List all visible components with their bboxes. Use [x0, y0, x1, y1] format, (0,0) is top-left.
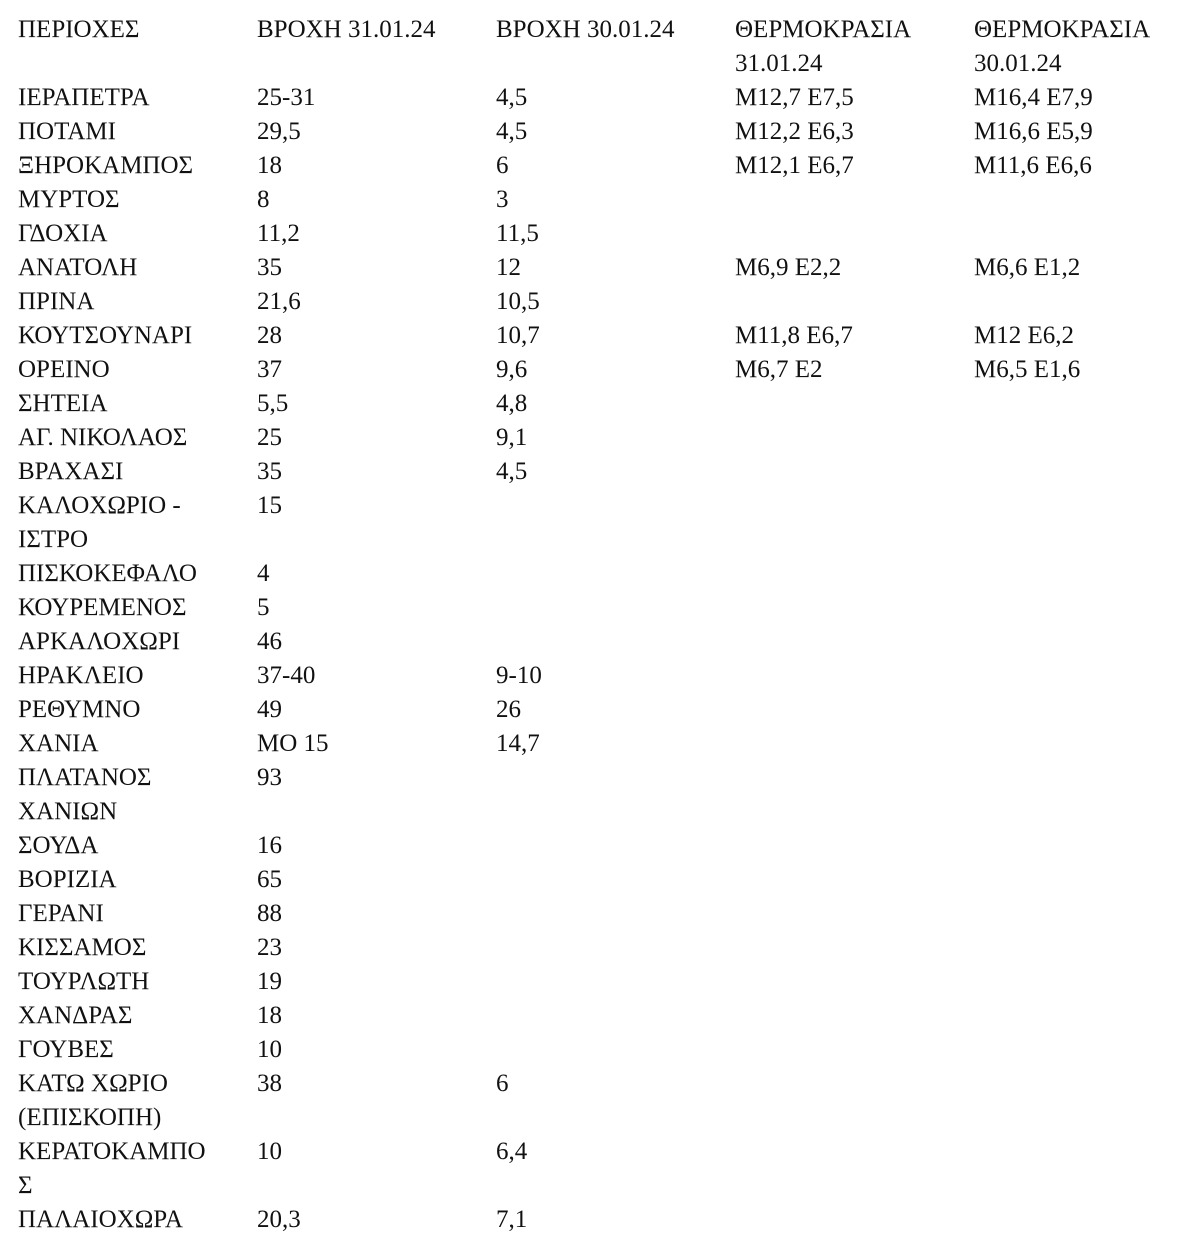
table-row [18, 965, 1194, 999]
table-row [18, 251, 1194, 285]
cell-rain-31-01: 15 [257, 492, 282, 519]
table-row [18, 1033, 1194, 1067]
cell-temp-30-01: Μ16,4 Ε7,9 [974, 84, 1093, 111]
table-row [18, 115, 1194, 149]
cell-region: ΙΕΡΑΠΕΤΡΑ [18, 84, 150, 111]
cell-rain-31-01: 35 [257, 458, 282, 485]
cell-rain-30-01: 9-10 [496, 662, 542, 689]
table-row [18, 557, 1194, 591]
cell-region: ΠΛΑΤΑΝΟΣ ΧΑΝΙΩΝ [18, 764, 152, 825]
cell-temp-31-01: Μ12,2 Ε6,3 [735, 118, 854, 145]
table-row [18, 829, 1194, 863]
table-row [18, 489, 1194, 557]
cell-rain-30-01: 6 [496, 152, 509, 179]
table-row [18, 727, 1194, 761]
cell-region: ΓΟΥΒΕΣ [18, 1036, 114, 1063]
table-row [18, 1067, 1194, 1135]
header-temp-31-01: ΘΕΡΜΟΚΡΑΣΙΑ 31.01.24 [735, 16, 912, 77]
cell-region: ΗΡΑΚΛΕΙΟ [18, 662, 144, 689]
table-row [18, 183, 1194, 217]
cell-region: ΒΡΑΧΑΣΙ [18, 458, 124, 485]
table-row [18, 81, 1194, 115]
cell-rain-31-01: 88 [257, 900, 282, 927]
header-rain-31-01: ΒΡΟΧΗ 31.01.24 [257, 16, 436, 43]
cell-region: ΣΗΤΕΙΑ [18, 390, 108, 417]
cell-rain-31-01: 11,2 [257, 220, 300, 247]
cell-rain-31-01: 38 [257, 1070, 282, 1097]
cell-rain-31-01: 8 [257, 186, 270, 213]
cell-rain-31-01: 49 [257, 696, 282, 723]
cell-temp-30-01: Μ11,6 Ε6,6 [974, 152, 1092, 179]
cell-rain-31-01: 10 [257, 1036, 282, 1063]
cell-rain-30-01: 10,5 [496, 288, 540, 315]
cell-temp-30-01: Μ12 Ε6,2 [974, 322, 1074, 349]
table-row [18, 455, 1194, 489]
cell-temp-31-01: Μ6,9 Ε2,2 [735, 254, 842, 281]
table-row [18, 319, 1194, 353]
header-temp-30-01: ΘΕΡΜΟΚΡΑΣΙΑ 30.01.24 [974, 16, 1151, 77]
cell-rain-31-01: 18 [257, 152, 282, 179]
cell-rain-30-01: 9,1 [496, 424, 528, 451]
cell-region: ΑΡΚΑΛΟΧΩΡΙ [18, 628, 181, 655]
cell-region: ΑΓ. ΝΙΚΟΛΑΟΣ [18, 424, 188, 451]
table-row [18, 693, 1194, 727]
header-regions: ΠΕΡΙΟΧΕΣ [18, 16, 140, 43]
table-row [18, 149, 1194, 183]
table-row [18, 353, 1194, 387]
cell-region: ΡΕΘΥΜΝΟ [18, 696, 141, 723]
cell-region: ΟΡΕΙΝΟ [18, 356, 110, 383]
cell-temp-30-01: Μ6,5 Ε1,6 [974, 356, 1081, 383]
cell-rain-30-01: 26 [496, 696, 521, 723]
cell-rain-31-01: 19 [257, 968, 282, 995]
cell-temp-31-01: Μ6,7 Ε2 [735, 356, 823, 383]
table-row [18, 387, 1194, 421]
cell-region: ΧΑΝΙΑ [18, 730, 99, 757]
cell-rain-30-01: 11,5 [496, 220, 539, 247]
table-row [18, 217, 1194, 251]
table-row [18, 421, 1194, 455]
cell-rain-31-01: 46 [257, 628, 282, 655]
cell-rain-31-01: 28 [257, 322, 282, 349]
cell-rain-30-01: 10,7 [496, 322, 540, 349]
cell-region: ΚΑΛΟΧΩΡΙΟ - ΙΣΤΡΟ [18, 492, 181, 553]
cell-region: ΒΟΡΙΖΙΑ [18, 866, 117, 893]
table-row [18, 897, 1194, 931]
table-row [18, 863, 1194, 897]
weather-table [18, 13, 1194, 1237]
cell-rain-31-01: 5 [257, 594, 270, 621]
header-row [18, 13, 1194, 81]
cell-region: ΠΑΛΑΙΟΧΩΡΑ [18, 1206, 183, 1233]
cell-region: ΜΥΡΤΟΣ [18, 186, 120, 213]
cell-rain-31-01: 37 [257, 356, 282, 383]
cell-rain-30-01: 4,5 [496, 458, 528, 485]
cell-region: ΠΟΤΑΜΙ [18, 118, 116, 145]
cell-rain-31-01: 35 [257, 254, 282, 281]
table-row [18, 999, 1194, 1033]
cell-rain-31-01: 5,5 [257, 390, 289, 417]
cell-rain-30-01: 7,1 [496, 1206, 528, 1233]
cell-region: ΚΙΣΣΑΜΟΣ [18, 934, 147, 961]
cell-rain-30-01: 4,5 [496, 84, 528, 111]
cell-rain-31-01: 65 [257, 866, 282, 893]
cell-rain-31-01: 93 [257, 764, 282, 791]
cell-rain-30-01: 4,5 [496, 118, 528, 145]
cell-region: ΞΗΡΟΚΑΜΠΟΣ [18, 152, 194, 179]
cell-region: ΓΔΟΧΙΑ [18, 220, 108, 247]
cell-rain-30-01: 4,8 [496, 390, 528, 417]
cell-region: ΚΑΤΩ ΧΩΡΙΟ (ΕΠΙΣΚΟΠΗ) [18, 1070, 168, 1131]
table-row [18, 625, 1194, 659]
cell-region: ΠΙΣΚΟΚΕΦΑΛΟ [18, 560, 197, 587]
cell-rain-31-01: 23 [257, 934, 282, 961]
cell-region: ΚΟΥΡΕΜΕΝΟΣ [18, 594, 187, 621]
cell-temp-31-01: Μ12,1 Ε6,7 [735, 152, 854, 179]
cell-region: ΚΕΡΑΤΟΚΑΜΠΟ Σ [18, 1138, 206, 1199]
cell-temp-31-01: Μ11,8 Ε6,7 [735, 322, 853, 349]
cell-region: ΧΑΝΔΡΑΣ [18, 1002, 133, 1029]
cell-region: ΤΟΥΡΛΩΤΗ [18, 968, 150, 995]
cell-region: ΚΟΥΤΣΟΥΝΑΡΙ [18, 322, 193, 349]
cell-rain-31-01: 18 [257, 1002, 282, 1029]
cell-temp-31-01: Μ12,7 Ε7,5 [735, 84, 854, 111]
cell-rain-31-01: 20,3 [257, 1206, 301, 1233]
cell-rain-30-01: 12 [496, 254, 521, 281]
table-body [18, 81, 1194, 1237]
table-row [18, 285, 1194, 319]
cell-rain-30-01: 14,7 [496, 730, 540, 757]
cell-rain-31-01: 16 [257, 832, 282, 859]
cell-rain-31-01: ΜΟ 15 [257, 730, 329, 757]
cell-temp-30-01: Μ16,6 Ε5,9 [974, 118, 1093, 145]
cell-rain-31-01: 37-40 [257, 662, 316, 689]
cell-region: ΓΕΡΑΝΙ [18, 900, 104, 927]
cell-rain-31-01: 25 [257, 424, 282, 451]
table-row [18, 931, 1194, 965]
cell-rain-31-01: 29,5 [257, 118, 301, 145]
cell-rain-31-01: 21,6 [257, 288, 301, 315]
cell-rain-30-01: 3 [496, 186, 509, 213]
header-rain-30-01: ΒΡΟΧΗ 30.01.24 [496, 16, 675, 43]
cell-rain-30-01: 6,4 [496, 1138, 528, 1165]
cell-rain-31-01: 10 [257, 1138, 282, 1165]
table-row [18, 659, 1194, 693]
cell-rain-31-01: 25-31 [257, 84, 316, 111]
cell-region: ΣΟΥΔΑ [18, 832, 99, 859]
cell-temp-30-01: Μ6,6 Ε1,2 [974, 254, 1081, 281]
cell-region: ΠΡΙΝΑ [18, 288, 95, 315]
cell-rain-30-01: 9,6 [496, 356, 528, 383]
table-row [18, 1135, 1194, 1203]
cell-region: ΑΝΑΤΟΛΗ [18, 254, 138, 281]
table-row [18, 1203, 1194, 1237]
cell-rain-30-01: 6 [496, 1070, 509, 1097]
cell-rain-31-01: 4 [257, 560, 270, 587]
table-row [18, 761, 1194, 829]
table-row [18, 591, 1194, 625]
